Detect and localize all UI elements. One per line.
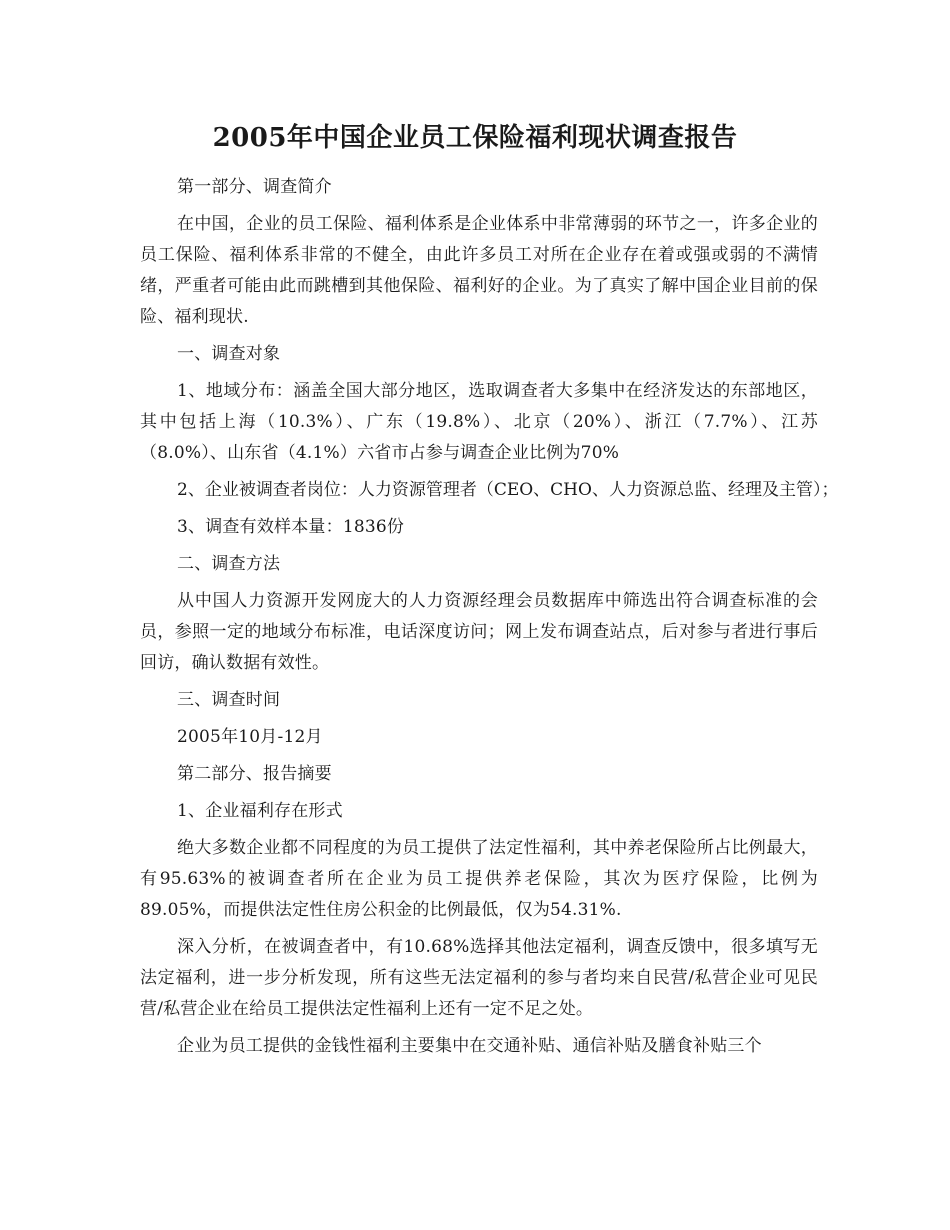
- heading-survey-subjects: 一、调查对象: [177, 344, 281, 364]
- paragraph-respondent-position: 2、企业被调查者岗位：人力资源管理者（CEO、CHO、人力资源总监、经理及主管）；: [177, 480, 839, 500]
- section-heading-summary: 第二部分、报告摘要: [177, 764, 332, 784]
- paragraph-statutory-welfare: 绝大多数企业都不同程度的为员工提供了法定性福利，其中养老保险所占比例最大，有95.63%的被调查者所在企业为员工提供养老保险，其次为医疗保险，比例为89.05%，而提供法定性住房公积金的比例最低，仅为54.31%.: [140, 838, 818, 920]
- paragraph-monetary-welfare: 企业为员工提供的金钱性福利主要集中在交通补贴、通信补贴及膳食补贴三个: [177, 1036, 762, 1056]
- paragraph-sample-size: 3、调查有效样本量：1836份: [177, 517, 405, 537]
- paragraph-survey-method: 从中国人力资源开发网庞大的人力资源经理会员数据库中筛选出符合调查标准的会员，参照一定的地域分布标准，电话深度访问；网上发布调查站点，后对参与者进行事后回访，确认数据有效性。: [140, 591, 818, 673]
- document-body: [140, 172, 839, 1068]
- paragraph-region-distribution: 1、地域分布：涵盖全国大部分地区，选取调查者大多集中在经济发达的东部地区，其中包括上海（10.3%）、广东（19.8%）、北京（20%）、浙江（7.7%）、江苏（8.0%）、山东省（4.1%）六省市占参与调查企业比例为70%: [140, 381, 818, 463]
- document-title: 2005年中国企业员工保险福利现状调查报告: [212, 123, 738, 153]
- heading-survey-time: 三、调查时间: [177, 690, 281, 710]
- section-heading-intro: 第一部分、调查简介: [177, 177, 332, 197]
- heading-survey-method: 二、调查方法: [177, 554, 281, 574]
- paragraph-survey-time: 2005年10月-12月: [177, 727, 323, 747]
- heading-welfare-forms: 1、企业福利存在形式: [177, 801, 343, 821]
- intro-paragraph: 在中国，企业的员工保险、福利体系是企业体系中非常薄弱的环节之一，许多企业的员工保险、福利体系非常的不健全，由此许多员工对所在企业存在着或强或弱的不满情绪，严重者可能由此而跳槽到其他保险、福利好的企业。为了真实了解中国企业目前的保险、福利现状.: [140, 214, 818, 327]
- paragraph-deep-analysis: 深入分析，在被调查者中，有10.68%选择其他法定福利，调查反馈中，很多填写无法定福利，进一步分析发现，所有这些无法定福利的参与者均来自民营/私营企业可见民营/私营企业在给员工提供法定性福利上还有一定不足之处。: [140, 937, 818, 1019]
